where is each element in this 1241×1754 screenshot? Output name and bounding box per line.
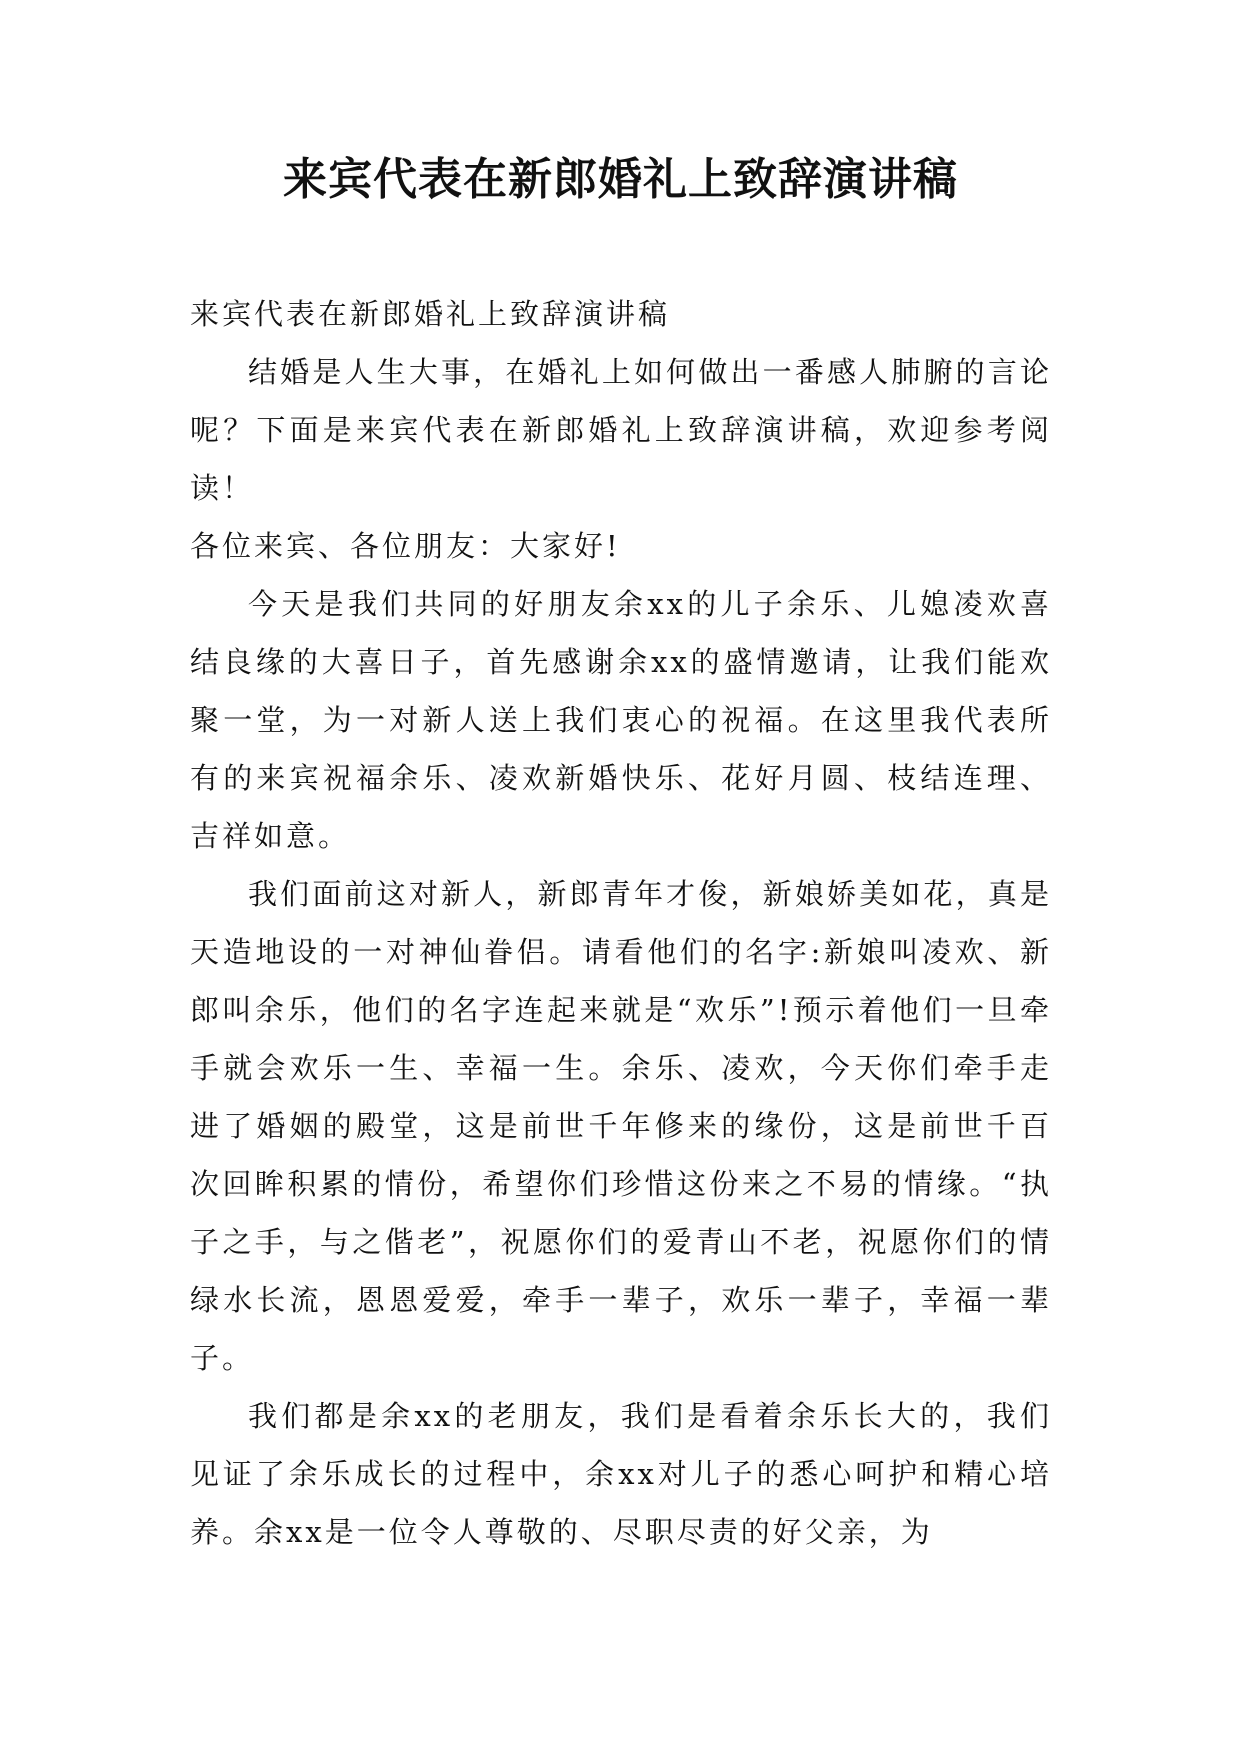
salutation-line: 各位来宾、各位朋友：大家好! bbox=[190, 529, 621, 563]
document-body bbox=[190, 285, 1052, 1561]
body-paragraph: 我们都是余xx的老朋友，我们是看着余乐长大的，我们见证了余乐成长的过程中，余xx对儿子的悉心呵护和精心培养。余xx是一位令人尊敬的、尽职尽责的好父亲，为 bbox=[190, 1399, 1052, 1549]
body-heading-line: 来宾代表在新郎婚礼上致辞演讲稿 bbox=[190, 297, 671, 331]
body-paragraph: 我们面前这对新人，新郎青年才俊，新娘娇美如花，真是天造地设的一对神仙眷侣。请看他们的名字:新娘叫凌欢、新郎叫余乐，他们的名字连起来就是“欢乐”!预示着他们一旦牵手就会欢乐一生、幸福一生。余乐、凌欢，今天你们牵手走进了婚姻的殿堂，这是前世千年修来的缘份，这是前世千百次回眸积累的情份，希望你们珍惜这份来之不易的情缘。“执子之手，与之偕老”，祝愿你们的爱青山不老，祝愿你们的情绿水长流，恩恩爱爱，牵手一辈子，欢乐一辈子，幸福一辈子。 bbox=[190, 877, 1052, 1375]
intro-paragraph: 结婚是人生大事，在婚礼上如何做出一番感人肺腑的言论呢？下面是来宾代表在新郎婚礼上致辞演讲稿，欢迎参考阅读！ bbox=[190, 355, 1052, 505]
document-title: 来宾代表在新郎婚礼上致辞演讲稿 bbox=[283, 154, 958, 205]
body-paragraph: 今天是我们共同的好朋友余xx的儿子余乐、儿媳凌欢喜结良缘的大喜日子，首先感谢余xx的盛情邀请，让我们能欢聚一堂，为一对新人送上我们衷心的祝福。在这里我代表所有的来宾祝福余乐、凌欢新婚快乐、花好月圆、枝结连理、吉祥如意。 bbox=[190, 587, 1052, 853]
